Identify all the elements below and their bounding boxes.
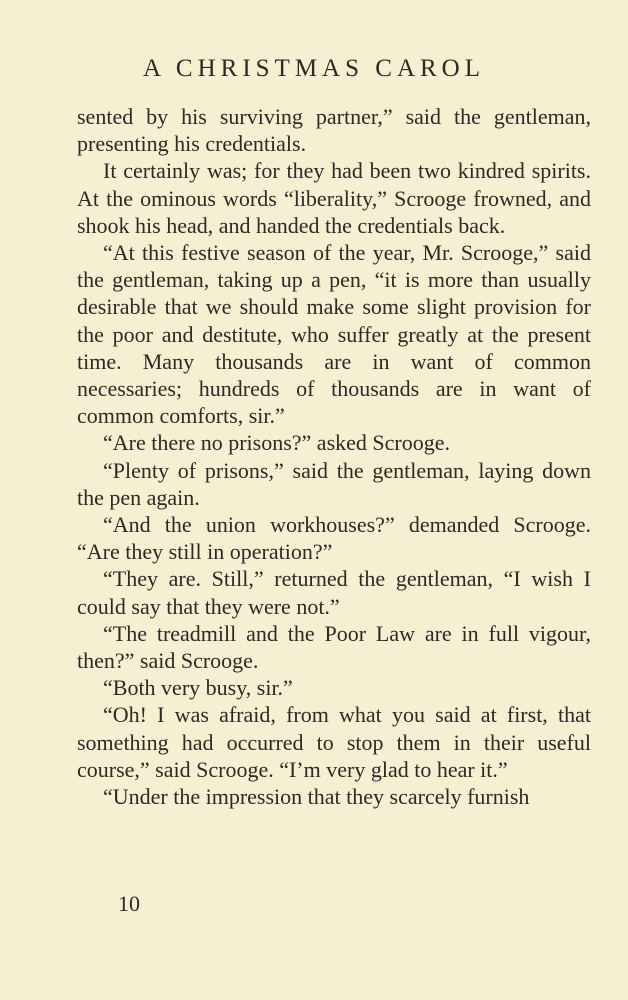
paragraph: “They are. Still,” returned the gentleman, “I wish I could say that they were not.”	[77, 566, 591, 619]
running-head: A CHRISTMAS CAROL	[143, 55, 485, 82]
paragraph: “Plenty of prisons,” said the gentleman, laying down the pen again.	[77, 457, 591, 510]
paragraph: “At this festive season of the year, Mr. Scrooge,” said the gentleman, taking up a pen, “it is more than usually desirable that we should make some slight provision for the poor and destitute, who suffer greatly at the present time. Many thousands are in want of common necessaries; hundreds of thousands are in want of common comforts, sir.”	[77, 240, 591, 429]
page-number: 10	[118, 891, 140, 916]
paragraph: “The treadmill and the Poor Law are in full vigour, then?” said Scrooge.	[77, 620, 591, 674]
paragraph: “Both very busy, sir.”	[103, 675, 293, 701]
paragraph: “And the union workhouses?” demanded Scrooge. “Are they still in operation?”	[77, 512, 591, 565]
paragraph: sented by his surviving partner,” said the gentleman, presenting his credentials.	[77, 104, 591, 157]
paragraph: “Under the impression that they scarcely furnish	[103, 784, 530, 810]
paragraph: It certainly was; for they had been two kindred spirits. At the ominous words “liberality,” Scrooge frowned, and shook his head, and handed the credentials back.	[77, 158, 591, 238]
paragraph: “Are there no prisons?” asked Scrooge.	[103, 430, 450, 456]
paragraph: “Oh! I was afraid, from what you said at first, that something had occurred to stop them in their useful course,” said Scrooge. “I’m very glad to hear it.”	[77, 702, 591, 782]
body-text	[77, 103, 591, 810]
